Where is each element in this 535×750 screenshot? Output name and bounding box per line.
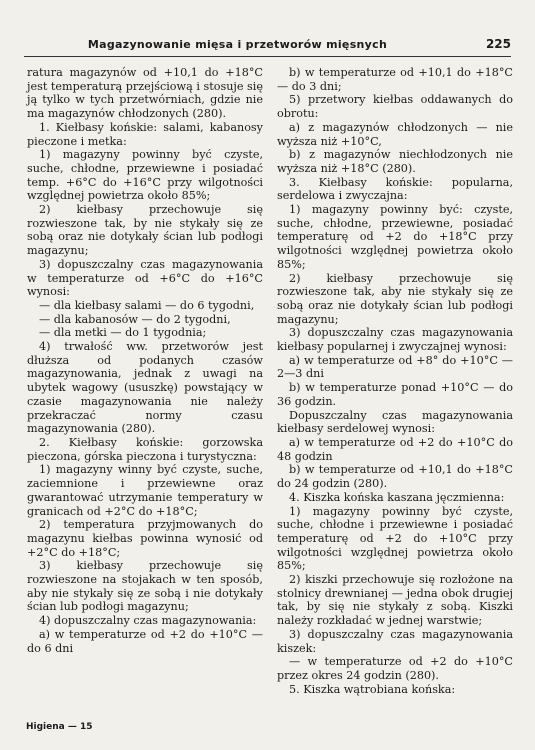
header-title: Magazynowanie mięsa i przetworów mięsnych	[87, 38, 388, 51]
section-heading: 5. Kiszka wątrobiana końska:	[289, 682, 456, 696]
list-item: b) w temperaturze od +10,1 do +18°C — do 3 dni;	[277, 66, 513, 93]
paragraph: 4) dopuszczalny czas magazynowania:	[39, 614, 257, 628]
list-item: b) w temperaturze ponad +10°C — do 36 godzin.	[277, 381, 513, 408]
list-item: a) z magazynów chłodzonych — nie wyższa niż +10°C,	[277, 120, 513, 148]
list-item: — dla kabanosów — do 2 tygodni,	[39, 312, 231, 326]
list-item: — dla metki — do 1 tygodnia;	[39, 326, 207, 340]
paragraph: 1) magazyny powinny być czyste, suche, chłodne i przewiewne i posiadać temperaturę od +2 do +10°C przy wilgotności względnej powietrza około 85%;	[277, 504, 513, 573]
paragraph: 3) dopuszczalny czas magazynowania w temperaturze od +6°C do +16°C wynosi:	[27, 257, 263, 299]
section-heading: 4. Kiszka końska kaszana jęczmienna:	[289, 490, 505, 504]
list-item: — dla kiełbasy salami — do 6 tygodni,	[39, 298, 255, 312]
list-item: b) z magazynów niechłodzonych nie wyższa niż +18°C (280).	[277, 148, 513, 175]
list-item: a) w temperaturze od +2 do +10°C — do 6 dni	[27, 627, 263, 655]
paragraph: 3) kiełbasy przechowuje się rozwieszone na stojakach w ten sposób, aby nie stykały się ze sobą i nie dotykały ścian lub podłogi magazynu;	[27, 559, 263, 614]
list-item: a) w temperaturze od +2 do +10°C do 48 godzin	[277, 435, 513, 463]
list-item: b) w temperaturze od +10,1 do +18°C do 24 godzin (280).	[277, 463, 513, 491]
paragraph: 3) dopuszczalny czas magazynowania kiszek:	[277, 627, 513, 655]
list-item: — w temperaturze od +2 do +10°C przez okres 24 godzin (280).	[277, 655, 513, 682]
left-column	[27, 66, 263, 655]
paragraph: 2) kiszki przechowuje się rozłożone na stolnicy drewnianej — jedna obok drugiej tak, by się nie stykały z sobą. Kiszki należy rozkładać w jednej warstwie;	[277, 573, 513, 628]
list-item: a) w temperaturze od +8° do +10°C — 2—3 dni	[277, 353, 513, 381]
section-heading: 2. Kiełbasy końskie: gorzowska pieczona, górska pieczona i turystyczna:	[27, 435, 263, 463]
footer-signature: Higiena — 15	[26, 722, 93, 732]
paragraph: 3) dopuszczalny czas magazynowania kiełbasy popularnej i zwyczajnej wynosi:	[277, 326, 513, 354]
page-number: 225	[485, 37, 511, 51]
paragraph: 4) trwałość ww. przetworów jest dłuższa od podanych czasów magazynowania, jednak z uwagi na ubytek wagowy (ususzkę) powstający w czasie magazynowania nie należy przekraczać normy czasu magazynowania (280).	[27, 340, 263, 436]
paragraph: Dopuszczalny czas magazynowania kiełbasy serdelowej wynosi:	[277, 408, 513, 436]
right-column	[277, 66, 513, 696]
paragraph: 2) kiełbasy przechowuje się rozwieszone tak, by nie stykały się ze sobą oraz nie dotykały ścian lub podłogi magazynu;	[27, 203, 263, 258]
section-heading: 3. Kiełbasy końskie: popularna, serdelowa i zwyczajna:	[277, 175, 513, 203]
paragraph: 1) magazyny winny być czyste, suche, zaciemnione i przewiewne oraz gwarantować utrzymanie temperatury w granicach od +2°C do +18°C;	[27, 463, 263, 518]
paragraph: 5) przetwory kiełbas oddawanych do obrotu:	[277, 93, 513, 121]
paragraph: ratura magazynów od +10,1 do +18°C jest temperaturą przejściową i stosuje się ją tylko w tych przetwórniach, gdzie nie ma magazynów chłodzonych (280).	[27, 66, 263, 121]
paragraph: 2) temperatura przyjmowanych do magazynu kiełbas powinna wynosić od +2°C do +18°C;	[27, 518, 263, 559]
paragraph: 2) kiełbasy przechowuje się rozwieszone tak, aby nie stykały się ze sobą oraz nie dotykały ścian lub podłogi magazynu;	[277, 271, 513, 326]
paragraph: 1) magazyny powinny być: czyste, suche, chłodne, przewiewne, posiadać temperaturę od +2 do +18°C przy wilgotności względnej powietrza około 85%;	[277, 203, 513, 271]
section-heading: 1. Kiełbasy końskie: salami, kabanosy pieczone i metka:	[27, 120, 263, 148]
running-header	[24, 36, 511, 57]
paragraph: 1) magazyny powinny być czyste, suche, chłodne, przewiewne i posiadać temp. +6°C do +16°C przy wilgotności względnej powietrza około 85%;	[27, 148, 263, 203]
